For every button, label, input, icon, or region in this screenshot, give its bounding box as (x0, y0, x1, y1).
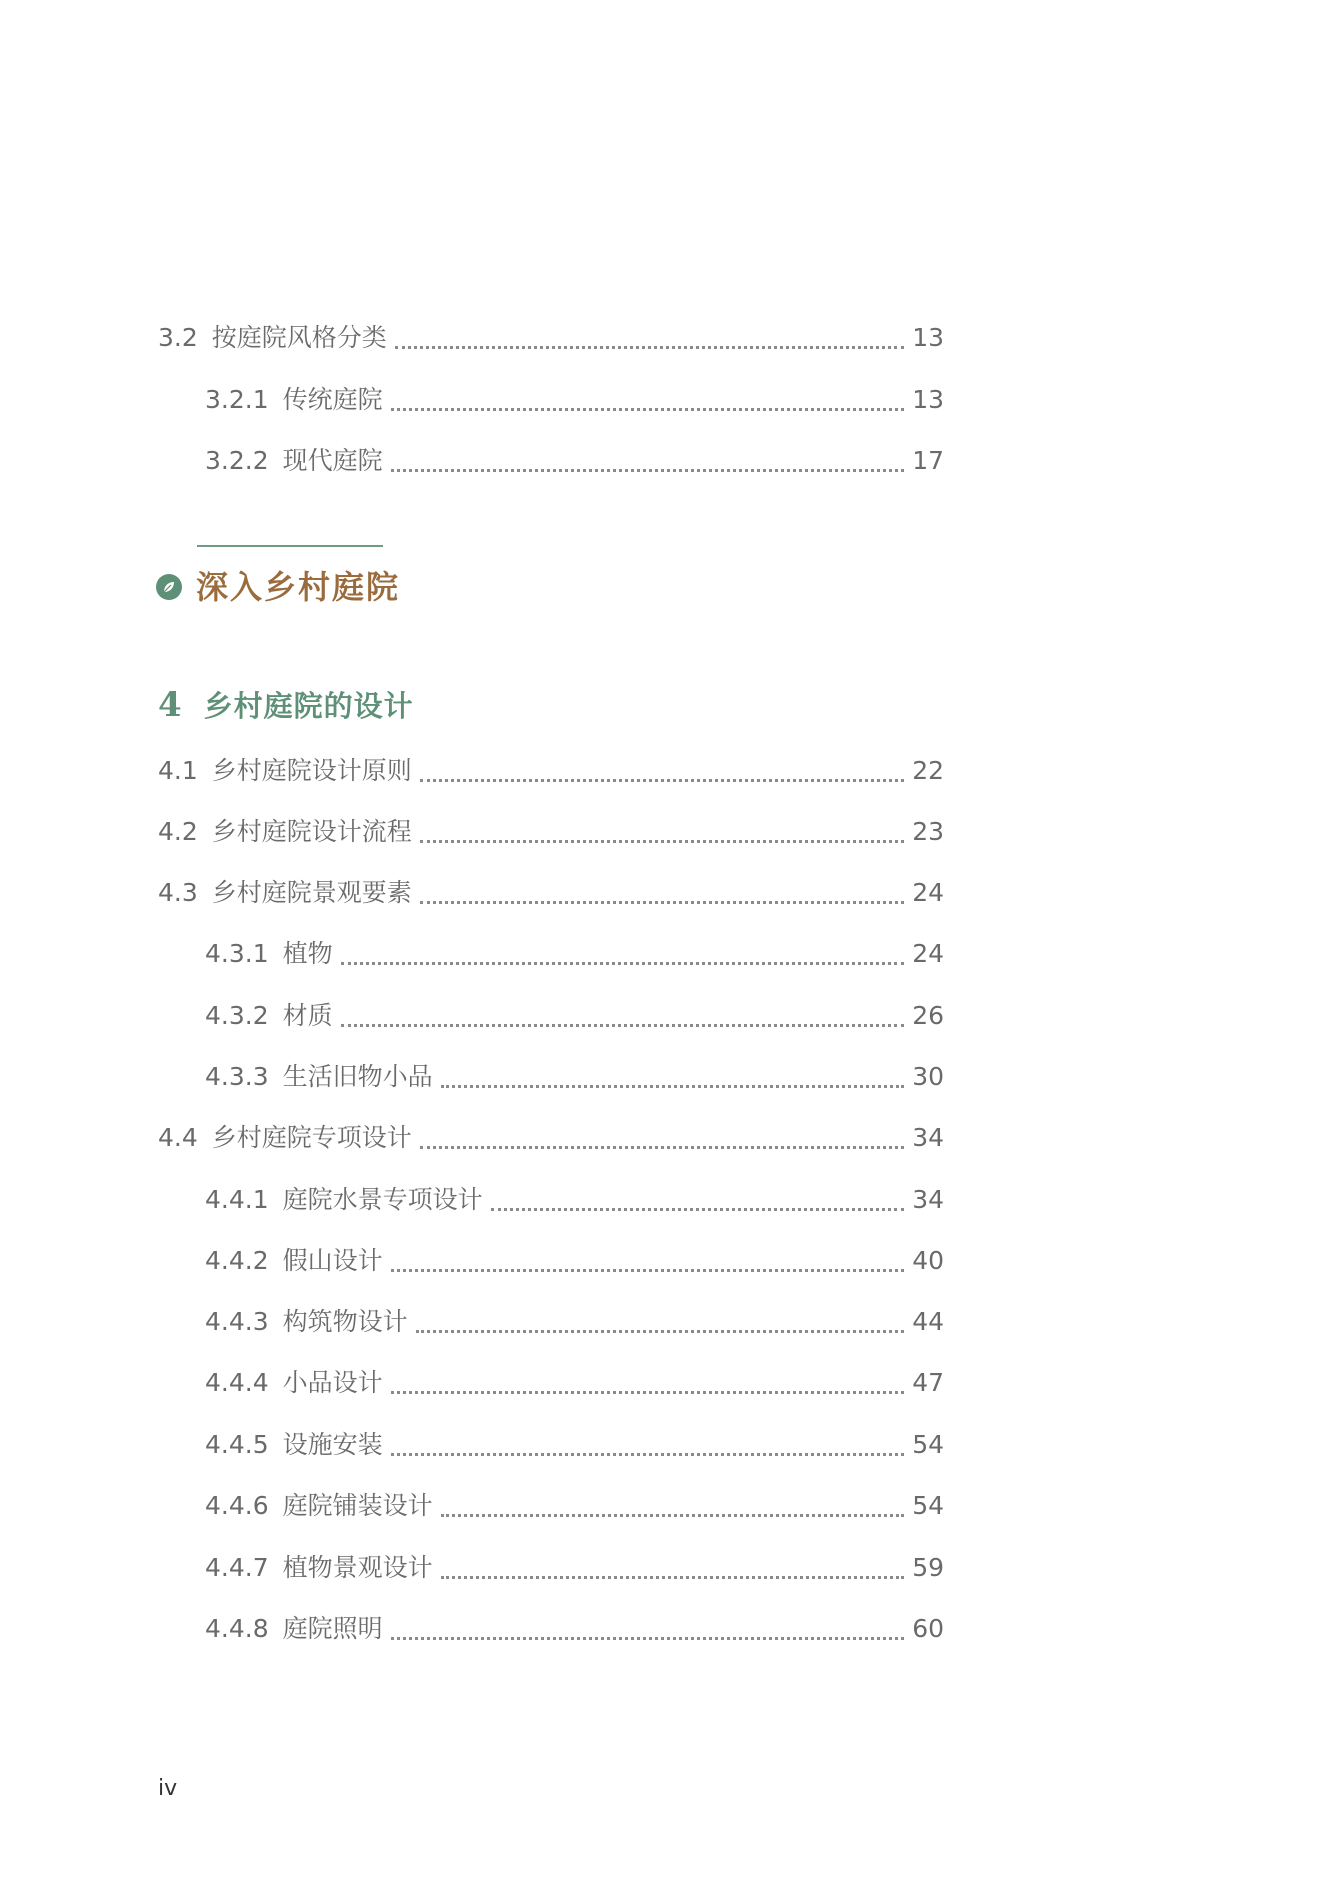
toc-entry-page: 44 (912, 1307, 944, 1336)
toc-entry-number: 4.2 (158, 817, 198, 846)
toc-entry-page: 54 (912, 1491, 944, 1520)
toc-entry-page: 13 (912, 323, 944, 352)
toc-entry[interactable] (205, 934, 944, 974)
dot-leader (341, 962, 905, 965)
toc-entry-page: 13 (912, 385, 944, 414)
toc-entry[interactable] (158, 1118, 944, 1158)
toc-entry-number: 4.3 (158, 878, 198, 907)
toc-entry-title: 按庭院风格分类 (211, 323, 387, 352)
page-number: iv (158, 1776, 178, 1801)
toc-entry-number: 4.1 (158, 756, 198, 785)
toc-entry[interactable] (205, 1180, 944, 1220)
toc-entry[interactable] (205, 1363, 944, 1403)
toc-entry-title: 小品设计 (282, 1368, 383, 1397)
toc-entry-page: 22 (912, 756, 944, 785)
toc-entry-page: 26 (912, 1001, 944, 1030)
toc-entry-number: 4.4.7 (205, 1553, 269, 1582)
toc-entry-title: 构筑物设计 (282, 1307, 408, 1336)
toc-entry-number: 4.4.8 (205, 1614, 269, 1643)
toc-entry[interactable] (205, 1486, 944, 1526)
part-title: 深入乡村庭院 (196, 568, 401, 606)
dot-leader (391, 1637, 905, 1640)
toc-entry-number: 3.2 (158, 323, 198, 352)
dot-leader (391, 1269, 905, 1272)
dot-leader (420, 1146, 904, 1149)
toc-entry-number: 4.4.6 (205, 1491, 269, 1520)
toc-entry-title: 传统庭院 (282, 385, 383, 414)
toc-entry-title: 庭院铺装设计 (282, 1491, 433, 1520)
toc-entry-title: 植物 (282, 939, 333, 968)
toc-entry[interactable] (205, 1425, 944, 1465)
toc-entry-page: 59 (912, 1553, 944, 1582)
toc-entry-page: 34 (912, 1185, 944, 1214)
toc-entry-title: 植物景观设计 (282, 1553, 433, 1582)
toc-entry-title: 乡村庭院景观要素 (211, 878, 412, 907)
dot-leader (391, 1391, 905, 1394)
dot-leader (420, 779, 904, 782)
toc-entry-title: 乡村庭院设计原则 (211, 756, 412, 785)
dot-leader (391, 1453, 905, 1456)
toc-entry-title: 乡村庭院设计流程 (211, 817, 412, 846)
dot-leader (416, 1330, 905, 1333)
toc-entry[interactable] (205, 1057, 944, 1097)
toc-entry-page: 34 (912, 1123, 944, 1152)
toc-entry-number: 4.4.5 (205, 1430, 269, 1459)
toc-entry[interactable] (205, 996, 944, 1036)
dot-leader (441, 1514, 905, 1517)
dot-leader (395, 346, 904, 349)
dot-leader (420, 840, 904, 843)
toc-entry-title: 现代庭院 (282, 446, 383, 475)
dot-leader (441, 1085, 905, 1088)
dot-leader (441, 1576, 905, 1579)
toc-entry-title: 材质 (282, 1001, 333, 1030)
chapter-title: 乡村庭院的设计 (203, 689, 414, 723)
part-heading (156, 565, 400, 609)
toc-entry-title: 庭院水景专项设计 (282, 1185, 483, 1214)
toc-entry-title: 乡村庭院专项设计 (211, 1123, 412, 1152)
leaf-circle-icon (156, 574, 182, 600)
toc-entry-page: 24 (912, 878, 944, 907)
part-divider-rule (197, 545, 383, 547)
toc-entry-page: 54 (912, 1430, 944, 1459)
toc-entry-number: 3.2.1 (205, 385, 269, 414)
toc-entry-page: 60 (912, 1614, 944, 1643)
toc-entry[interactable] (205, 1609, 944, 1649)
toc-entry[interactable] (205, 1548, 944, 1588)
toc-entry[interactable] (158, 873, 944, 913)
toc-entry-number: 4.3.2 (205, 1001, 269, 1030)
toc-entry-page: 30 (912, 1062, 944, 1091)
toc-entry-title: 假山设计 (282, 1246, 383, 1275)
toc-entry-number: 3.2.2 (205, 446, 269, 475)
chapter-number: 4 (158, 685, 182, 725)
toc-entry-number: 4.4.3 (205, 1307, 269, 1336)
toc-entry-number: 4.3.3 (205, 1062, 269, 1091)
toc-entry-page: 40 (912, 1246, 944, 1275)
toc-entry[interactable] (158, 812, 944, 852)
dot-leader (391, 408, 905, 411)
dot-leader (491, 1208, 905, 1211)
toc-entry-number: 4.4.1 (205, 1185, 269, 1214)
chapter-heading (158, 684, 414, 725)
toc-entry[interactable] (205, 1302, 944, 1342)
toc-entry-page: 24 (912, 939, 944, 968)
dot-leader (391, 469, 905, 472)
toc-entry-number: 4.4.2 (205, 1246, 269, 1275)
toc-entry-title: 生活旧物小品 (282, 1062, 433, 1091)
toc-entry[interactable] (205, 1241, 944, 1281)
toc-entry[interactable] (205, 380, 944, 420)
toc-entry-page: 47 (912, 1368, 944, 1397)
toc-entry-page: 17 (912, 446, 944, 475)
toc-entry-number: 4.3.1 (205, 939, 269, 968)
toc-entry-page: 23 (912, 817, 944, 846)
toc-entry-number: 4.4 (158, 1123, 198, 1152)
toc-entry[interactable] (158, 318, 944, 358)
toc-entry-title: 设施安装 (282, 1430, 383, 1459)
dot-leader (341, 1024, 905, 1027)
toc-entry-number: 4.4.4 (205, 1368, 269, 1397)
toc-entry[interactable] (158, 751, 944, 791)
toc-entry[interactable] (205, 441, 944, 481)
dot-leader (420, 901, 904, 904)
toc-entry-title: 庭院照明 (282, 1614, 383, 1643)
